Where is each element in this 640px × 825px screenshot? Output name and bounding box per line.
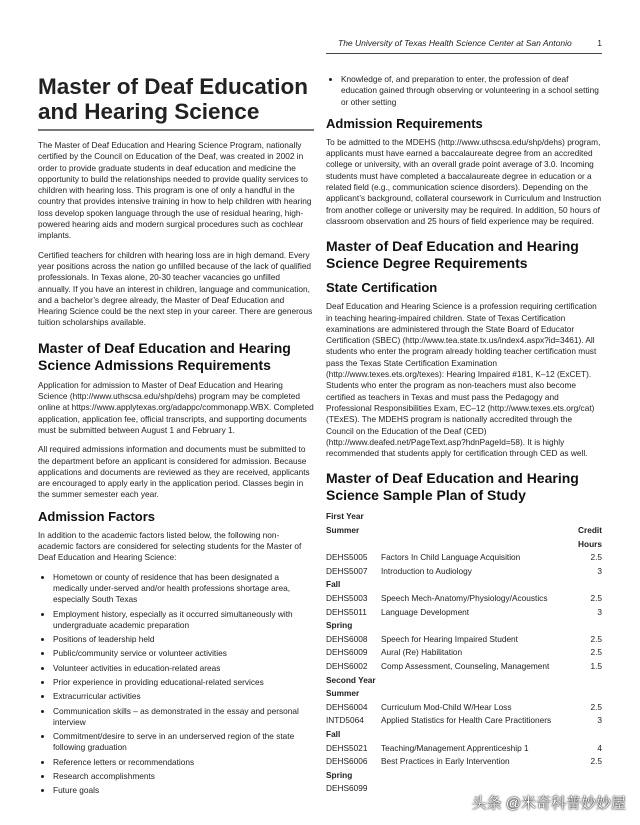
plan-label: Spring bbox=[326, 620, 353, 631]
table-row bbox=[326, 592, 602, 606]
admissions-paragraph-2: All required admissions information and documents must be submitted to the department before an applicant is considered for admission. Because applications and documents are reviewed as they are received, applicants are encouraged to apply early in the application period. Classes begin in the summer semester each year. bbox=[38, 444, 310, 500]
credit-hours: 2.5 bbox=[590, 756, 602, 767]
course-title: Curriculum Mod-Child W/Hear Loss bbox=[381, 701, 512, 712]
course-code: DEHS5011 bbox=[326, 606, 367, 617]
course-code: DEHS5007 bbox=[326, 565, 368, 576]
course-title: Applied Statistics for Health Care Practitioners bbox=[381, 715, 552, 726]
list-item: • Positions of leadership held bbox=[53, 634, 314, 645]
credit-header-line-2: Hours bbox=[578, 538, 602, 549]
table-row bbox=[326, 633, 602, 647]
state-certification-heading: State Certification bbox=[326, 280, 438, 296]
admission-factors-intro: In addition to the academic factors listed below, the following non-academic factors are considered for selecting students for the Master of Deaf Education and Hearing Science: bbox=[38, 529, 302, 563]
course-title: Best Practices in Early Intervention bbox=[381, 756, 510, 767]
course-title: Language Development bbox=[381, 606, 470, 617]
course-code: DEHS5003 bbox=[326, 592, 368, 603]
admission-factors-list bbox=[38, 572, 314, 797]
left-column bbox=[38, 74, 314, 800]
list-item: • Communication skills – as demonstrated in the essay and personal interview bbox=[53, 706, 314, 729]
course-title: Introduction to Audiology bbox=[381, 565, 472, 576]
course-code: DEHS6004 bbox=[326, 701, 368, 712]
table-row bbox=[326, 742, 602, 756]
plan-label-row bbox=[326, 524, 602, 551]
plan-label: Summer bbox=[326, 525, 360, 536]
right-column bbox=[326, 74, 602, 796]
course-code: DEHS5021 bbox=[326, 742, 368, 753]
state-certification-paragraph: Deaf Education and Hearing Science is a profession requiring certification in teaching hearing-impaired children. State of Texas Certification examinations are administered through the State Board of Educator Certification (SBEC) (http://www.tea.state.tx.us/index4.aspx?id=3461). All students who enter the program already holding teacher certification must pass the Texas State Certification Examination (http://www.texes.ets.org/texes): Hearing Impaired #181, K–12 (ExCET). Students who enter the program as non-teachers must also become certified as teachers in Texas and must pass the Pedagogy and Professional Responsibilities Exam, EC–12 (http://www.texes.ets.org/cat) (TExES). The MDEHS program is nationally accredited through the Council on the Education of the Deaf (CED) (http://www.deafed.net/PageText.asp?hdnPageId=58). It is highly recommended that students apply for certification through CED as well. bbox=[326, 301, 597, 459]
list-item: • Hometown or county of residence that has been designated a medically under-served and/or health professions shortage area, especially South Texas bbox=[53, 572, 314, 606]
credit-hours: 2.5 bbox=[590, 647, 602, 658]
credit-hours: 2.5 bbox=[590, 592, 602, 603]
header-rule bbox=[326, 53, 602, 54]
table-row bbox=[326, 701, 602, 715]
list-item: • Volunteer activities in education-related areas bbox=[53, 663, 314, 674]
credit-hours: 3 bbox=[597, 715, 602, 726]
plan-label: Fall bbox=[326, 728, 341, 739]
plan-label-row bbox=[326, 769, 602, 783]
credit-hours: 3 bbox=[597, 606, 602, 617]
page-number: 1 bbox=[597, 38, 602, 48]
list-item: • Extracurricular activities bbox=[53, 691, 314, 702]
plan-label: Second Year bbox=[326, 674, 376, 685]
course-title: Aural (Re) Habilitation bbox=[381, 647, 463, 658]
course-title: Factors In Child Language Acquisition bbox=[381, 552, 521, 563]
plan-label: Spring bbox=[326, 769, 353, 780]
list-item: • Public/community service or volunteer activities bbox=[53, 648, 314, 659]
course-code: DEHS5005 bbox=[326, 552, 368, 563]
credit-hours: 1.5 bbox=[590, 660, 602, 671]
course-code: DEHS6099 bbox=[326, 783, 368, 794]
course-code: DEHS6009 bbox=[326, 647, 368, 658]
watermark: 头条 @米奇科普妙妙屋 bbox=[471, 795, 626, 812]
continued-factors-list bbox=[326, 74, 602, 108]
plan-label-row bbox=[326, 578, 602, 592]
credit-hours: 2.5 bbox=[590, 633, 602, 644]
admission-factors-heading: Admission Factors bbox=[38, 508, 156, 524]
plan-label-row bbox=[326, 674, 602, 688]
course-title: Speech Mech-Anatomy/Physiology/Acoustics bbox=[381, 592, 548, 603]
credit-hours-header bbox=[558, 524, 602, 551]
course-code: DEHS6006 bbox=[326, 756, 368, 767]
running-title: The University of Texas Health Science Center at San Antonio bbox=[338, 38, 572, 48]
list-item: • Reference letters or recommendations bbox=[53, 757, 314, 768]
credit-hours: 4 bbox=[597, 742, 602, 753]
table-row bbox=[326, 551, 602, 565]
admission-requirements-paragraph: To be admitted to the MDEHS (http://www.uthscsa.edu/shp/dehs) program, applicants must have earned a baccalaureate degree from an accredited college or university, with an overall grade point average of 3.0. Incoming students must have completed a baccalaureate degree in education or a related field (e.g., communication science disorders). Depending on the applicant’s background, collateral coursework in Curriculum and Instruction from another college or university may be required. In addition, 50 hours of classroom observation and 25 hours of field experience may be required. bbox=[326, 136, 602, 226]
list-item: • Knowledge of, and preparation to enter, the profession of deaf education gained through observing or volunteering in a school setting or other setting bbox=[341, 74, 602, 108]
table-row bbox=[326, 714, 602, 728]
running-header bbox=[338, 38, 602, 48]
course-code: DEHS6008 bbox=[326, 633, 368, 644]
degree-requirements-heading: Master of Deaf Education and Hearing Science Degree Requirements bbox=[326, 238, 579, 272]
intro-paragraph-1: The Master of Deaf Education and Hearing Science Program, nationally certified by the Council on Education of the Deaf, was created in 2002 in order to provide graduate students in deaf education and medicine the opportunity to build the relationships needed to provide quality services to children with hearing loss. This program is one of only a handful in the country that provides intensive training in how to help children with hearing loss develop spoken language through the use of residual hearing, high-powered hearing aids and modern surgical procedures such as cochlear implants. bbox=[38, 140, 312, 241]
credit-hours: 2.5 bbox=[590, 552, 602, 563]
table-row bbox=[326, 606, 602, 620]
course-code: INTD5064 bbox=[326, 715, 364, 726]
list-item: • Research accomplishments bbox=[53, 771, 314, 782]
plan-label: Fall bbox=[326, 579, 341, 590]
course-title: Comp Assessment, Counseling, Management bbox=[381, 660, 550, 671]
admissions-heading: Master of Deaf Education and Hearing Science Admissions Requirements bbox=[38, 339, 291, 373]
table-row bbox=[326, 646, 602, 660]
plan-label-row bbox=[326, 510, 602, 524]
course-title: Speech for Hearing Impaired Student bbox=[381, 633, 518, 644]
plan-label-row bbox=[326, 728, 602, 742]
plan-label: First Year bbox=[326, 511, 364, 522]
list-item: • Prior experience in providing educational-related services bbox=[53, 677, 314, 688]
plan-label-row bbox=[326, 619, 602, 633]
list-item: • Future goals bbox=[53, 785, 314, 796]
intro-paragraph-2: Certified teachers for children with hearing loss are in high demand. Every year positions across the nation go unfilled because of the lack of qualified professionals. In Texas alone, 20-30 teacher vacancies go unfilled annually. If you have an interest in children, language and communication, and a bachelor’s degree already, the Master of Deaf Education and Hearing Science could be the next step in your career. There are generous tuition scholarships available. bbox=[38, 249, 313, 328]
table-row bbox=[326, 660, 602, 674]
page-title: Master of Deaf Education and Hearing Science bbox=[38, 74, 314, 131]
plan-of-study-table bbox=[326, 510, 602, 795]
table-row bbox=[326, 755, 602, 769]
admissions-paragraph-1: Application for admission to Master of Deaf Education and Hearing Science (http://www.uthscsa.edu/shp/dehs) program may be completed online at https://www.applytexas.org/adappc/commonapp.WBX. Completed application, application fee, official transcripts, and supporting documents must be submitted between August 1 and February 1. bbox=[38, 379, 314, 435]
list-item: • Commitment/desire to serve in an underserved region of the state following graduation bbox=[53, 731, 314, 754]
plan-label-row bbox=[326, 687, 602, 701]
plan-label: Summer bbox=[326, 688, 360, 699]
course-title: Teaching/Management Apprenticeship 1 bbox=[381, 742, 529, 753]
table-row bbox=[326, 565, 602, 579]
plan-of-study-heading: Master of Deaf Education and Hearing Science Sample Plan of Study bbox=[326, 470, 579, 504]
course-code: DEHS6002 bbox=[326, 660, 368, 671]
credit-header-line-1: Credit bbox=[578, 525, 602, 536]
credit-hours: 2.5 bbox=[590, 701, 602, 712]
credit-hours: 3 bbox=[597, 565, 602, 576]
admission-requirements-heading: Admission Requirements bbox=[326, 115, 483, 131]
list-item: • Employment history, especially as it occurred simultaneously with undergraduate academic preparation bbox=[53, 609, 314, 632]
